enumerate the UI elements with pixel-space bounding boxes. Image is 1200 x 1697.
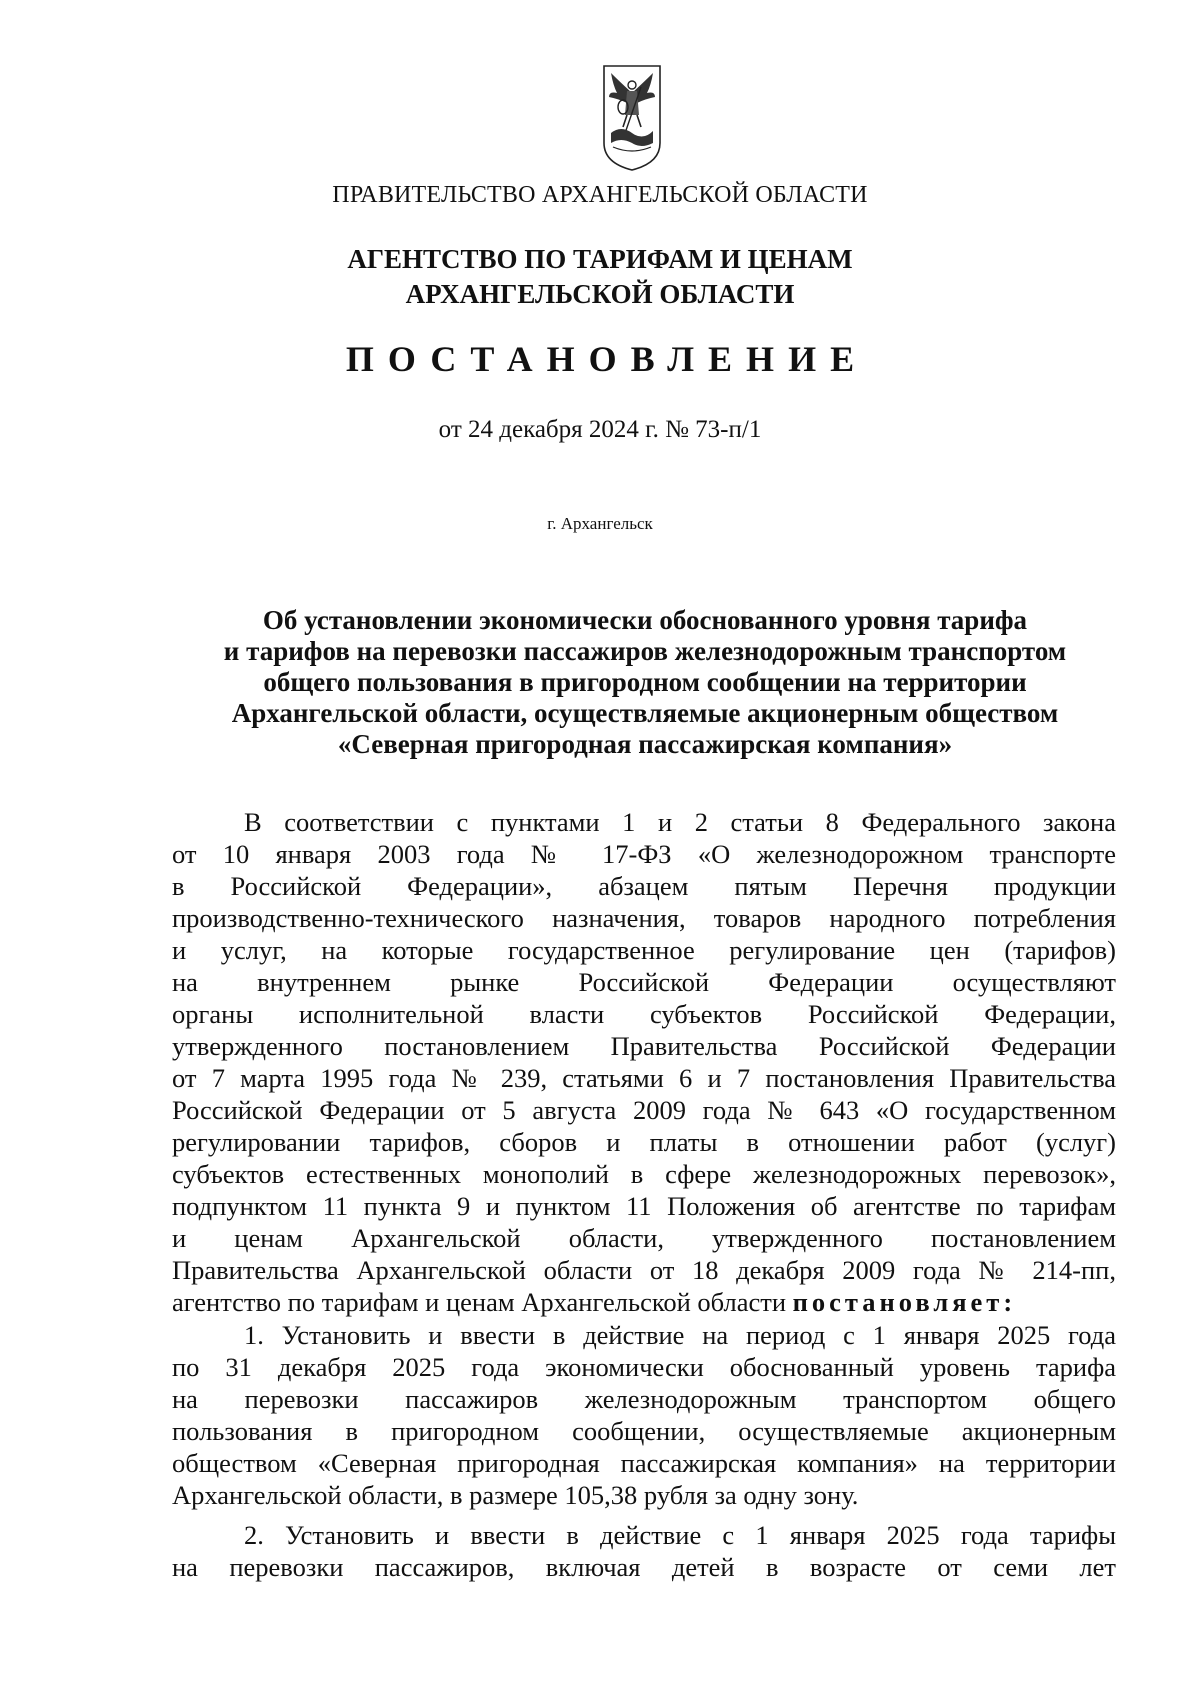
- document-type: ПОСТАНОВЛЕНИЕ: [345, 339, 869, 379]
- text-line: на перевозки пассажиров железнодорожным транспортом общего: [172, 1384, 1116, 1414]
- document-city: г. Архангельск: [547, 514, 653, 533]
- text-line: производственно-технического назначения, товаров народного потребления: [172, 903, 1116, 933]
- text-line: и ценам Архангельской области, утвержденного постановлением: [172, 1223, 1116, 1253]
- text-line: обществом «Северная пригородная пассажирская компания» на территории: [172, 1448, 1116, 1478]
- item-1-paragraph: [172, 1319, 1116, 1511]
- text-line: и услуг, на которые государственное регулирование цен (тарифов): [172, 935, 1116, 965]
- text-line: органы исполнительной власти субъектов Российской Федерации,: [172, 999, 1116, 1029]
- title-line: и тарифов на перевозки пассажиров железнодорожным транспортом: [223, 636, 1067, 666]
- title-line: Об установлении экономически обоснованного уровня тарифа: [262, 605, 1028, 635]
- text-line: Российской Федерации от 5 августа 2009 года № 643 «О государственном: [172, 1095, 1116, 1125]
- text-line: в Российской Федерации», абзацем пятым Перечня продукции: [172, 871, 1116, 901]
- document-date-number: от 24 декабря 2024 г. № 73-п/1: [438, 416, 762, 443]
- text-line: В соответствии с пунктами 1 и 2 статьи 8 Федерального закона: [244, 807, 1116, 837]
- text-line: на перевозки пассажиров, включая детей в возрасте от семи лет: [172, 1552, 1116, 1582]
- coat-of-arms-icon: [601, 63, 663, 173]
- preamble-paragraph: [172, 806, 1116, 1318]
- text-line: 2. Установить и ввести в действие с 1 января 2025 года тарифы: [244, 1520, 1116, 1550]
- title-line: «Северная пригородная пассажирская компания»: [337, 729, 953, 759]
- title-line: общего пользования в пригородном сообщении на территории: [263, 667, 1027, 697]
- text-line-final: [172, 1286, 1116, 1318]
- text-line: Правительства Архангельской области от 18 декабря 2009 года № 214-пп,: [172, 1255, 1116, 1285]
- item-2-paragraph: [172, 1519, 1116, 1583]
- government-name: ПРАВИТЕЛЬСТВО АРХАНГЕЛЬСКОЙ ОБЛАСТИ: [332, 182, 868, 208]
- text-line: регулировании тарифов, сборов и платы в отношении работ (услуг): [172, 1127, 1116, 1157]
- agency-name: [0, 242, 1200, 312]
- text-line: подпунктом 11 пункта 9 и пунктом 11 Положения об агентстве по тарифам: [172, 1191, 1116, 1221]
- preamble-final-text: агентство по тарифам и ценам Архангельской области: [172, 1287, 793, 1317]
- text-line: субъектов естественных монополий в сфере железнодорожных перевозок»,: [172, 1159, 1116, 1189]
- text-line: по 31 декабря 2025 года экономически обоснованный уровень тарифа: [172, 1352, 1116, 1382]
- text-line: пользования в пригородном сообщении, осуществляемые акционерным: [172, 1416, 1116, 1446]
- text-line: от 7 марта 1995 года № 239, статьями 6 и 7 постановления Правительства: [172, 1063, 1116, 1093]
- agency-name-line: АРХАНГЕЛЬСКОЙ ОБЛАСТИ: [405, 279, 795, 309]
- agency-name-line: АГЕНТСТВО ПО ТАРИФАМ И ЦЕНАМ: [347, 244, 853, 274]
- text-line: от 10 января 2003 года № 17-ФЗ «О железнодорожном транспорте: [172, 839, 1116, 869]
- document-title: [190, 605, 1100, 760]
- text-line: 1. Установить и ввести в действие на период с 1 января 2025 года: [244, 1320, 1116, 1350]
- resolves-keyword: постановляет:: [792, 1287, 1017, 1317]
- text-line: на внутреннем рынке Российской Федерации осуществляют: [172, 967, 1116, 997]
- title-line: Архангельской области, осуществляемые акционерным обществом: [231, 698, 1059, 728]
- text-line: Архангельской области, в размере 105,38 рубля за одну зону.: [172, 1480, 859, 1510]
- text-line: утвержденного постановлением Правительства Российской Федерации: [172, 1031, 1116, 1061]
